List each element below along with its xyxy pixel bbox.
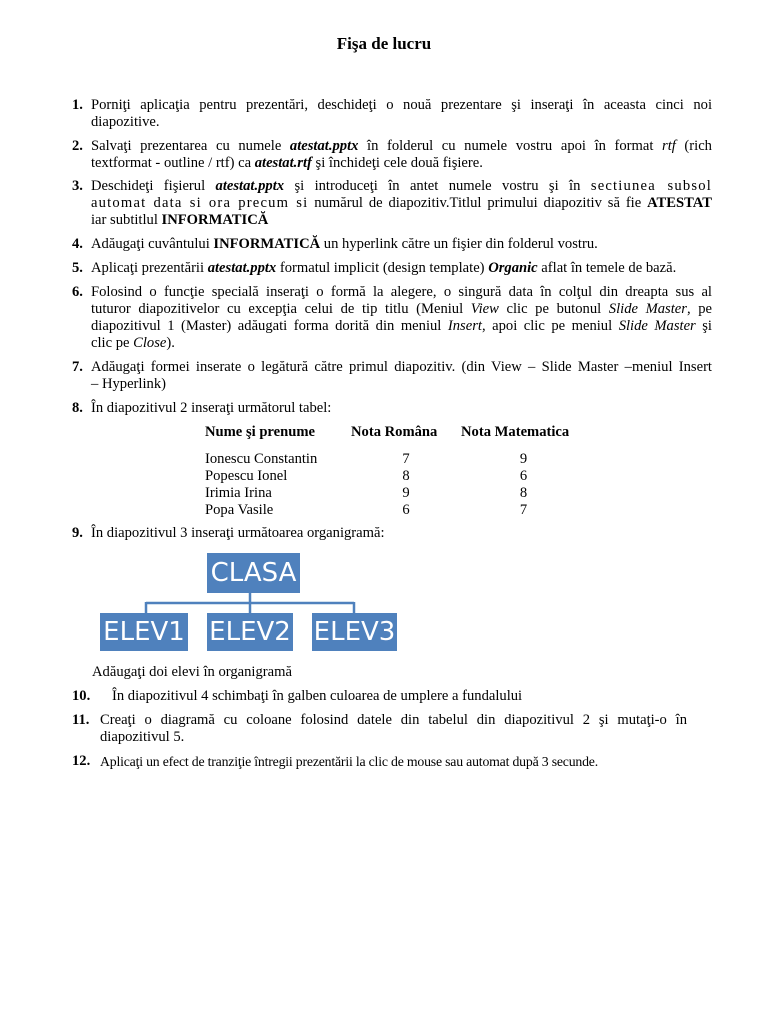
item-text: diapozitive. bbox=[91, 114, 160, 130]
list-item-3 bbox=[72, 178, 712, 229]
table-cell: 9 bbox=[402, 485, 410, 501]
item-text: , pe bbox=[686, 301, 712, 317]
org-child-box bbox=[100, 613, 188, 651]
list-item-5 bbox=[72, 260, 712, 277]
item-text: un hyperlink către un fişier din folderul vostru. bbox=[320, 236, 598, 252]
item-text: (rich bbox=[675, 138, 712, 154]
table-cell: 6 bbox=[519, 468, 528, 484]
list-item-1 bbox=[72, 97, 712, 131]
item-number: 10. bbox=[72, 688, 91, 704]
item-text: Salvaţi prezentarea cu numele bbox=[91, 138, 290, 154]
list-item-12 bbox=[72, 753, 712, 770]
item-text: iar subtitlul bbox=[91, 212, 162, 228]
file-name: atestat.pptx bbox=[207, 260, 277, 276]
table-cell: Popescu Ionel bbox=[205, 468, 288, 484]
button-name: Slide Master bbox=[608, 301, 687, 317]
column-header: Nota Româna bbox=[351, 424, 438, 440]
table-row bbox=[205, 485, 586, 502]
item-number: 4. bbox=[72, 236, 83, 252]
table-cell: 8 bbox=[402, 468, 410, 484]
table-cell: 8 bbox=[519, 485, 528, 501]
item-text: clic pe bbox=[91, 335, 134, 351]
file-name: atestat.pptx bbox=[289, 138, 359, 154]
table-cell: Ionescu Constantin bbox=[205, 451, 318, 467]
format-name: rtf bbox=[662, 138, 676, 154]
item-number: 9. bbox=[72, 525, 83, 541]
item-number: 6. bbox=[72, 284, 83, 300]
list-item-11 bbox=[72, 712, 712, 746]
item-text: şi închideţi cele două fişiere. bbox=[311, 155, 483, 171]
item-text: automat data si ora precum si bbox=[91, 195, 309, 211]
org-chart-note: Adăugaţi doi elevi în organigramă bbox=[92, 664, 292, 680]
file-name: atestat.rtf bbox=[254, 155, 312, 171]
org-root-box bbox=[207, 553, 300, 593]
item-text: şi bbox=[695, 318, 712, 334]
org-child-label: ELEV2 bbox=[209, 616, 291, 647]
item-text: clic pe butonul bbox=[498, 301, 609, 317]
keyword: Organic bbox=[488, 260, 538, 276]
item-text: Aplicaţi un efect de tranziţie întregii prezentării la clic de mouse sau automat după 3 secunde. bbox=[100, 754, 598, 769]
list-item-4 bbox=[72, 236, 712, 253]
table-header-row bbox=[205, 424, 586, 451]
column-header: Nume şi prenume bbox=[205, 424, 315, 440]
button-name: Close bbox=[133, 335, 167, 351]
list-item-10 bbox=[72, 688, 712, 705]
list-item-8 bbox=[72, 400, 712, 417]
org-root-label: CLASA bbox=[210, 557, 297, 588]
keyword: INFORMATICĂ bbox=[161, 212, 269, 228]
list-item-9 bbox=[72, 525, 712, 542]
item-number: 5. bbox=[72, 260, 83, 276]
menu-name: View bbox=[470, 301, 499, 317]
table-row bbox=[205, 468, 586, 485]
item-text: – Hyperlink) bbox=[91, 376, 166, 392]
item-text: aflat în temele de bază. bbox=[537, 260, 677, 276]
file-name: atestat.pptx bbox=[215, 178, 285, 194]
item-number: 12. bbox=[72, 753, 91, 769]
item-text: , apoi clic pe meniul bbox=[481, 318, 619, 334]
item-number: 2. bbox=[72, 138, 83, 154]
item-number: 7. bbox=[72, 359, 83, 375]
keyword: INFORMATICĂ bbox=[213, 236, 321, 252]
item-number: 1. bbox=[72, 97, 83, 113]
table-cell: 9 bbox=[519, 451, 528, 467]
item-text: În diapozitivul 4 schimbaţi în galben culoarea de umplere a fundalului bbox=[112, 688, 523, 704]
org-child-box bbox=[207, 613, 293, 651]
item-text: şi introduceţi în antet numele vostru şi în bbox=[284, 178, 591, 194]
table-cell: 7 bbox=[402, 451, 410, 467]
item-text: Creaţi o diagramă cu coloane folosind datele din tabelul din diapozitivul 2 şi mutaţi-o în bbox=[100, 712, 687, 728]
item-text: diapozitivul 1 (Master) adăugati forma dorită din meniul bbox=[91, 318, 448, 334]
item-text: În diapozitivul 3 inseraţi următoarea organigramă: bbox=[91, 525, 385, 541]
table-row bbox=[205, 451, 586, 468]
item-text: Deschideţi fişierul bbox=[91, 178, 216, 194]
item-text: Adăugaţi formei inserate o legătură către primul diapozitiv. (din View – Slide Master –meniul Insert bbox=[91, 359, 712, 375]
table-cell: Irimia Irina bbox=[205, 485, 272, 501]
menu-name: Slide Master bbox=[618, 318, 696, 334]
item-text: ). bbox=[166, 335, 175, 351]
item-text: textformat - outline / rtf) ca bbox=[91, 155, 255, 171]
item-text: Folosind o funcţie specială inseraţi o formă la alegere, o singură data în colţul din dreapta sus al bbox=[91, 284, 712, 300]
item-text: Aplicaţi prezentării bbox=[91, 260, 208, 276]
table-cell: 7 bbox=[519, 502, 528, 518]
keyword: ATESTAT bbox=[647, 195, 712, 211]
item-text: numărul de diapozitiv.Titlul primului diapozitiv să fie bbox=[308, 195, 648, 211]
item-number: 8. bbox=[72, 400, 83, 416]
item-text: în folderul cu numele vostru apoi în format bbox=[358, 138, 663, 154]
org-child-label: ELEV1 bbox=[103, 616, 185, 647]
item-number: 11. bbox=[72, 712, 90, 728]
menu-name: Insert bbox=[447, 318, 482, 334]
item-text: sectiunea subsol bbox=[590, 178, 713, 194]
list-item-2 bbox=[72, 138, 712, 172]
org-child-label: ELEV3 bbox=[313, 616, 396, 647]
grades-table bbox=[205, 424, 586, 519]
page-title: Fişa de lucru bbox=[336, 34, 432, 53]
item-text: formatul implicit (design template) bbox=[276, 260, 489, 276]
table-row bbox=[205, 502, 586, 519]
item-text: Adăugaţi cuvântului bbox=[91, 236, 214, 252]
table-cell: Popa Vasile bbox=[205, 502, 274, 518]
item-text: Porniţi aplicaţia pentru prezentări, deschideţi o nouă prezentare şi inseraţi în aceasta cinci noi bbox=[91, 97, 712, 113]
list-item-6 bbox=[72, 284, 712, 352]
item-number: 3. bbox=[72, 178, 83, 194]
table-cell: 6 bbox=[402, 502, 410, 518]
item-text: tuturor diapozitivelor cu excepţia celui de tip titlu (Meniul bbox=[91, 301, 471, 317]
column-header: Nota Matematica bbox=[461, 424, 570, 440]
item-text: În diapozitivul 2 inseraţi următorul tabel: bbox=[91, 400, 332, 416]
item-text: diapozitivul 5. bbox=[100, 729, 185, 745]
org-child-box bbox=[312, 613, 397, 651]
list-item-7 bbox=[72, 359, 712, 393]
